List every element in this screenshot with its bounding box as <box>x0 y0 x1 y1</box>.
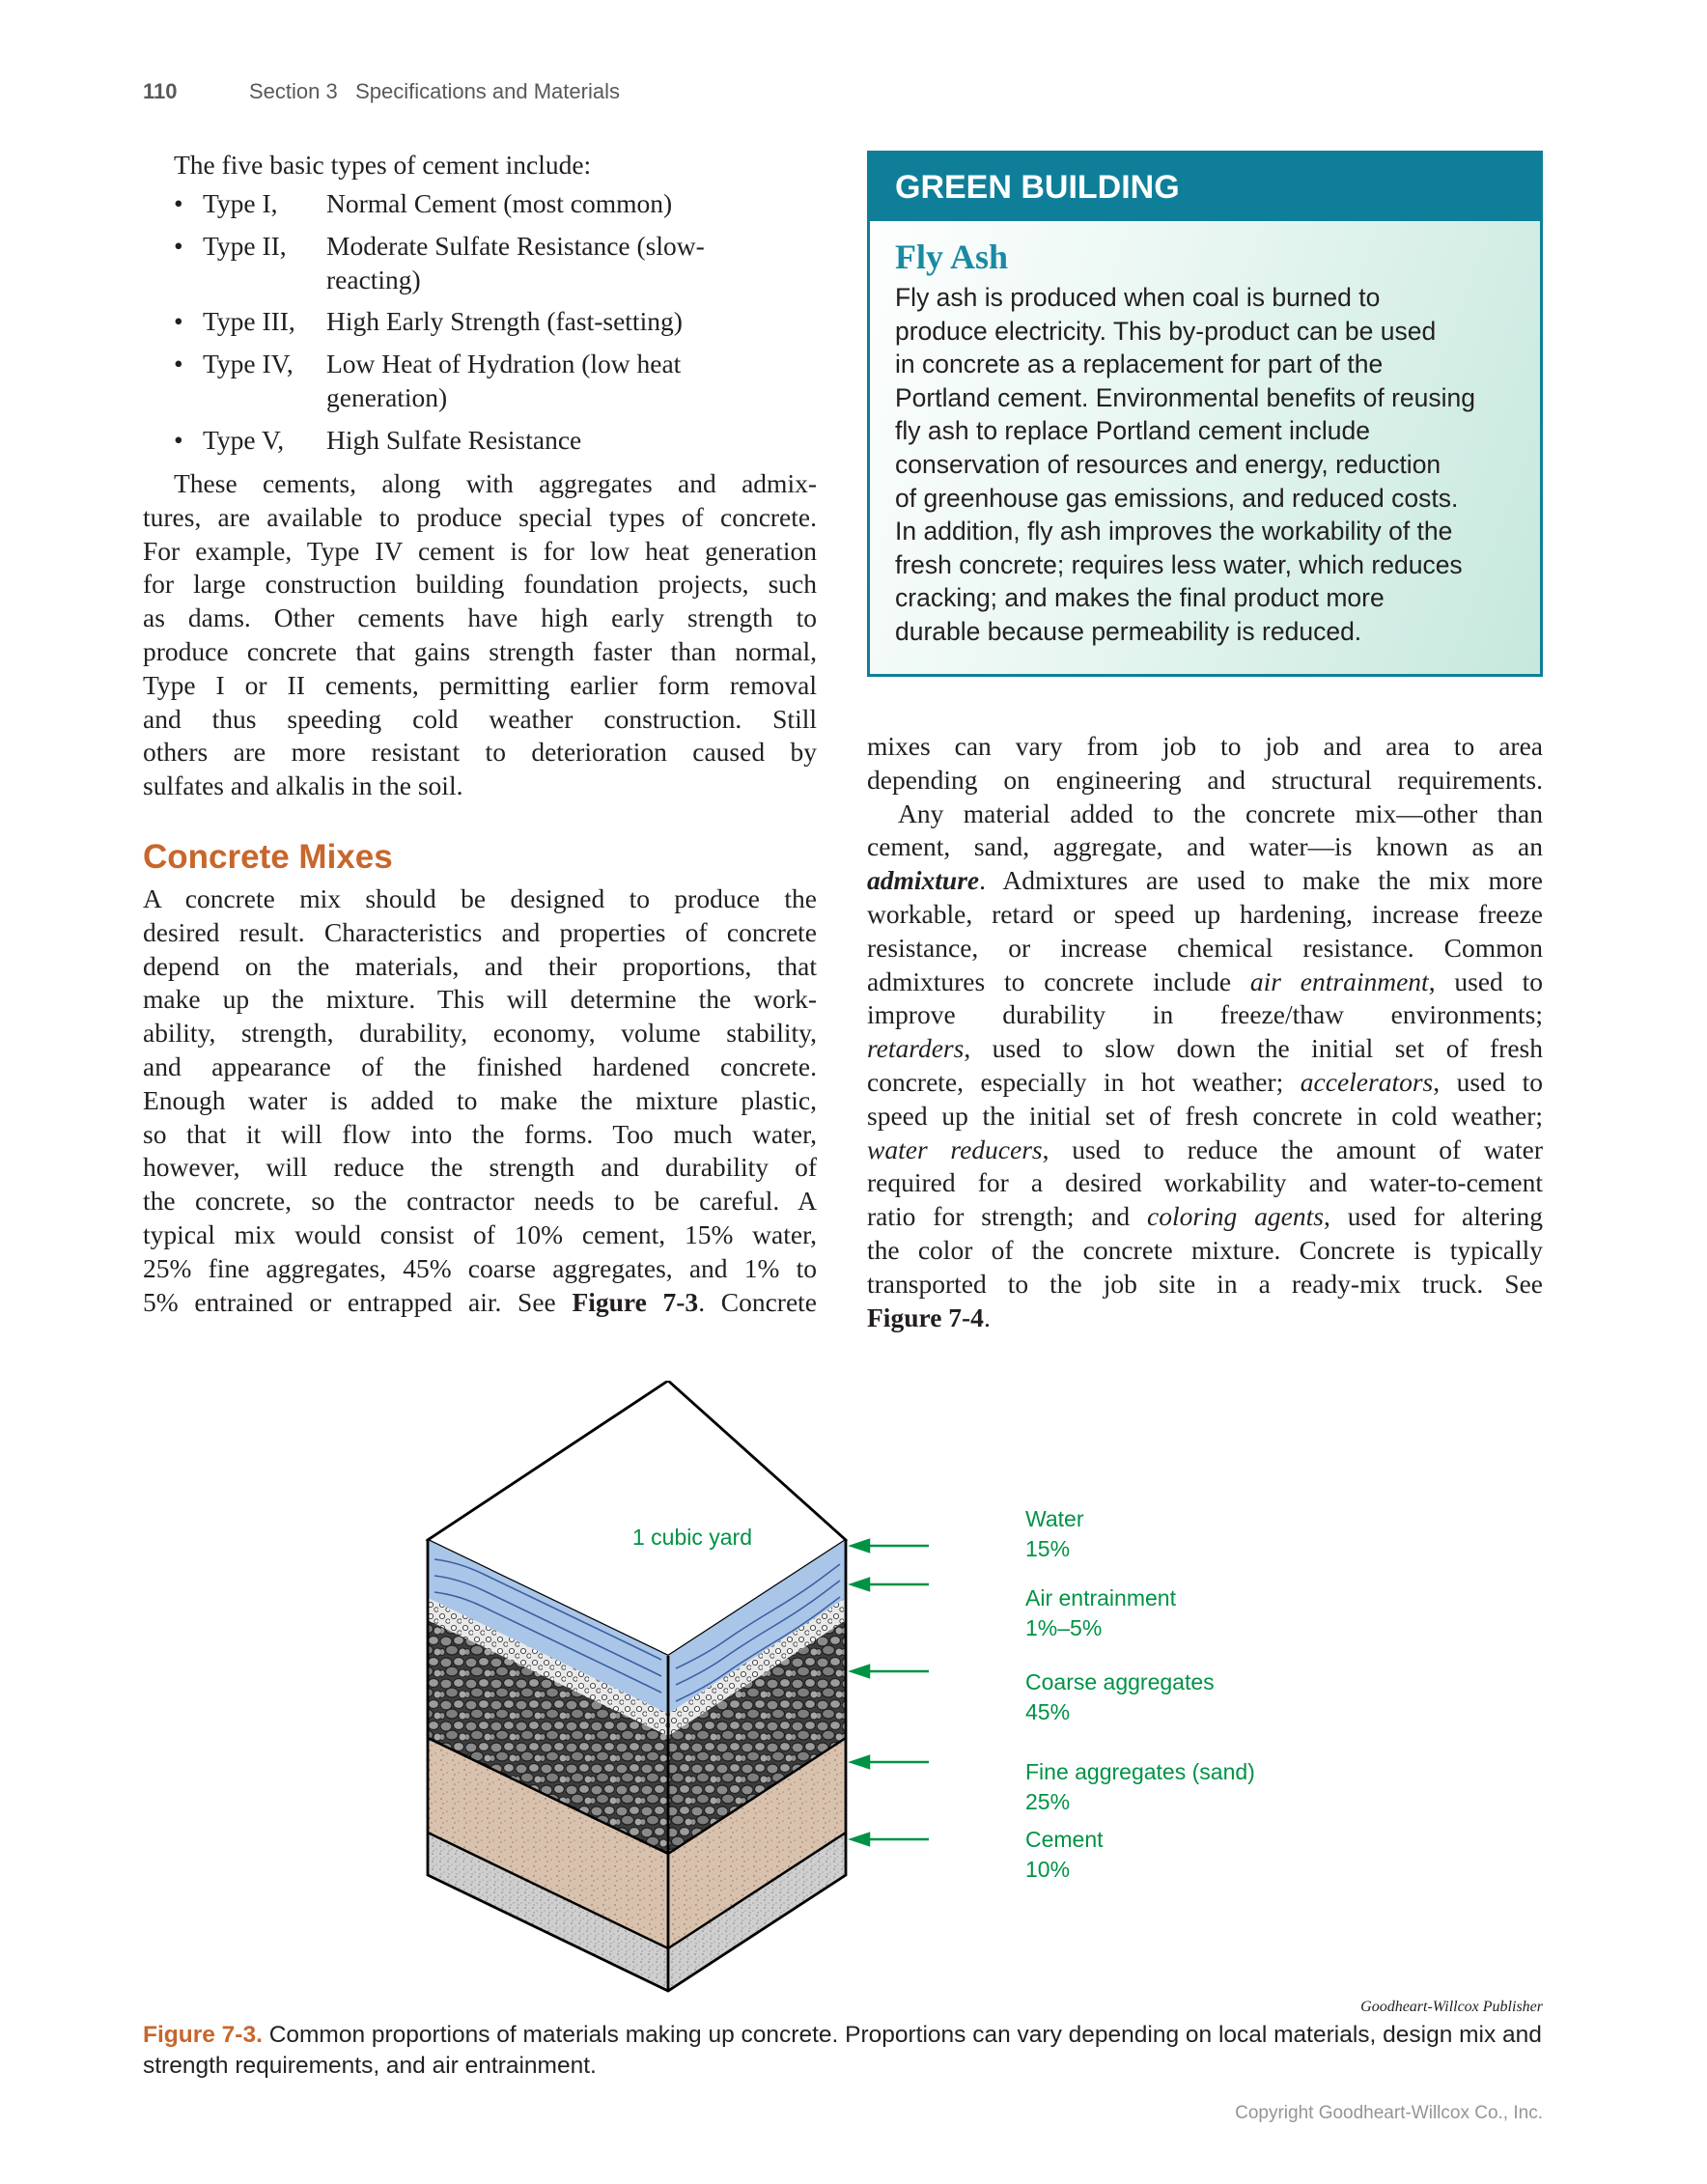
cement-type: Type V, <box>203 424 285 455</box>
text-line: transported to the job site in a ready-mix truck. See <box>867 1268 1543 1299</box>
bullet-icon: • <box>174 306 183 337</box>
list-item <box>174 348 780 415</box>
text-line: retarders, used to slow down the initial set of fresh <box>867 1033 1543 1064</box>
cement-types-list <box>174 187 780 466</box>
text-line: fly ash to replace Portland cement include <box>895 416 1370 446</box>
text-line: Fly ash is produced when coal is burned to <box>895 283 1381 312</box>
text-line: In addition, fly ash improves the workability of the <box>895 517 1453 546</box>
bullet-icon: • <box>174 188 183 218</box>
text-line: fresh concrete; requires less water, which reduces <box>895 549 1463 579</box>
text-line: speed up the initial set of fresh concrete in cold weather; <box>867 1100 1543 1131</box>
cement-desc: High Early Strength (fast-setting) <box>326 306 683 337</box>
text-line: Any material added to the concrete mix—other than <box>898 798 1543 828</box>
list-item <box>174 424 780 458</box>
text-line: as dams. Other cements have high early strength to <box>143 602 817 633</box>
air-entrainment-label: Air entrainment 1%–5% <box>1025 1585 1176 1640</box>
text-line: in concrete as a replacement for part of the <box>895 350 1384 379</box>
figure-reference[interactable]: Figure 7-4 <box>867 1302 984 1332</box>
text-line: resistance, or increase chemical resistance. Common <box>867 932 1543 963</box>
text-line: ability, strength, durability, economy, volume stability, <box>143 1018 817 1049</box>
text-line: sulfates and alkalis in the soil. <box>143 770 463 801</box>
section-heading: Concrete Mixes <box>143 838 393 876</box>
coarse-aggregates-label: Coarse aggregates 45% <box>1025 1669 1215 1724</box>
text-line: produce concrete that gains strength faster than normal, <box>143 635 817 666</box>
text-line: others are more resistant to deterioration caused by <box>143 737 817 768</box>
bullet-icon: • <box>174 424 183 455</box>
cube-label: 1 cubic yard <box>632 1525 753 1550</box>
figure-caption <box>143 2020 1562 2082</box>
text-line: water reducers, used to reduce the amount of water <box>867 1134 1544 1164</box>
text-line: These cements, along with aggregates and admix- <box>174 468 817 498</box>
list-item <box>174 187 780 221</box>
text-line: required for a desired workability and water-to-cement <box>867 1167 1543 1198</box>
cement-desc: High Sulfate Resistance <box>326 424 582 455</box>
concrete-mixes-paragraph <box>143 882 817 1319</box>
text-line: conservation of resources and energy, reduction <box>895 449 1441 479</box>
cement-label: Cement 10% <box>1025 1827 1104 1882</box>
label-arrows <box>852 1540 929 1845</box>
caption-label: Figure 7-3. <box>143 2022 263 2048</box>
bullet-icon: • <box>174 230 183 261</box>
key-term: admixture <box>867 865 980 896</box>
fine-aggregates-label: Fine aggregates (sand) 25% <box>1025 1759 1255 1814</box>
admixture-paragraph <box>867 730 1543 1334</box>
cement-type: Type I, <box>203 188 278 218</box>
bullet-icon: • <box>174 349 183 379</box>
cement-type: Type II, <box>203 230 287 261</box>
text-line: tures, are available to produce special types of concrete. <box>143 501 817 532</box>
text-line: for large construction building foundation projects, such <box>143 569 817 600</box>
text-line: however, will reduce the strength and durability of <box>143 1152 817 1183</box>
text-line: improve durability in freeze/thaw environments; <box>867 999 1543 1030</box>
text-line: and thus speeding cold weather construction. Still <box>143 703 817 734</box>
cement-desc: Low Heat of Hydration (low heat generation) <box>326 349 682 412</box>
list-item <box>174 230 780 297</box>
text-line: Portland cement. Environmental benefits of reusing <box>895 382 1475 412</box>
copyright: Copyright Goodheart-Willcox Co., Inc. <box>1235 2103 1543 2123</box>
text-line: cement, sand, aggregate, and water—is known as an <box>867 831 1543 862</box>
text-line: of greenhouse gas emissions, and reduced costs. <box>895 483 1459 513</box>
sidebar-title: Fly Ash <box>895 238 1009 276</box>
figure-reference[interactable]: Figure 7-3 <box>572 1286 699 1317</box>
green-building-banner: GREEN BUILDING <box>870 154 1540 221</box>
cement-desc: Normal Cement (most common) <box>326 188 673 218</box>
text-line: A concrete mix should be designed to produce the <box>143 883 817 913</box>
text-line: workable, retard or speed up hardening, increase freeze <box>867 898 1543 929</box>
text-line: produce electricity. This by-product can be used <box>895 316 1437 346</box>
text-line: 5% entrained or entrapped air. See Figure 7-3. Concrete <box>143 1286 817 1317</box>
sidebar-text <box>895 281 1523 649</box>
text-line: depending on engineering and structural requirements. <box>867 764 1543 795</box>
text-line: make up the mixture. This will determine the work- <box>143 984 817 1015</box>
text-line: and appearance of the finished hardened concrete. <box>143 1050 817 1081</box>
cement-paragraph <box>143 467 817 803</box>
caption-text: Common proportions of materials making up concrete. Proportions can vary depending on local materials, design mix and strength requirements, and air entrainment. <box>143 2022 1542 2079</box>
text-line: desired result. Characteristics and properties of concrete <box>143 916 817 947</box>
text-line: 25% fine aggregates, 45% coarse aggregates, and 1% to <box>143 1252 817 1283</box>
intro-text: The five basic types of cement include: <box>174 150 592 180</box>
list-item <box>174 305 780 339</box>
text-line: For example, Type IV cement is for low heat generation <box>143 535 817 566</box>
text-line: depend on the materials, and their proportions, that <box>143 950 817 981</box>
text-line: ratio for strength; and coloring agents, used for altering <box>867 1201 1543 1232</box>
text-line: the color of the concrete mixture. Concrete is typically <box>867 1234 1543 1265</box>
cement-type: Type IV, <box>203 349 294 379</box>
green-building-box <box>867 151 1543 677</box>
cement-type: Type III, <box>203 306 295 337</box>
text-line: Figure 7-4. <box>867 1302 991 1332</box>
text-line: the concrete, so the contractor needs to be careful. A <box>143 1186 817 1217</box>
page-number: 110 <box>143 79 178 103</box>
water-label: Water 15% <box>1025 1506 1084 1561</box>
text-line: Enough water is added to make the mixture plastic, <box>143 1084 817 1115</box>
cement-desc: Moderate Sulfate Resistance (slow-reacting) <box>326 230 705 294</box>
text-line: admixtures to concrete include air entrainment, used to <box>867 966 1543 996</box>
figure-credit: Goodheart-Willcox Publisher <box>1360 1999 1543 2015</box>
text-line: Type I or II cements, permitting earlier form removal <box>143 669 817 700</box>
text-line: so that it will flow into the forms. Too much water, <box>143 1118 817 1149</box>
text-line: durable because permeability is reduced. <box>895 616 1362 646</box>
text-line: cracking; and makes the final product more <box>895 583 1385 613</box>
text-line: mixes can vary from job to job and area to area <box>867 731 1543 761</box>
text-line: admixture. Admixtures are used to make the mix more <box>867 865 1543 896</box>
section-title: Section 3 Specifications and Materials <box>249 79 620 103</box>
text-line: concrete, especially in hot weather; accelerators, used to <box>867 1066 1543 1097</box>
text-line: typical mix would consist of 10% cement, 15% water, <box>143 1218 817 1249</box>
